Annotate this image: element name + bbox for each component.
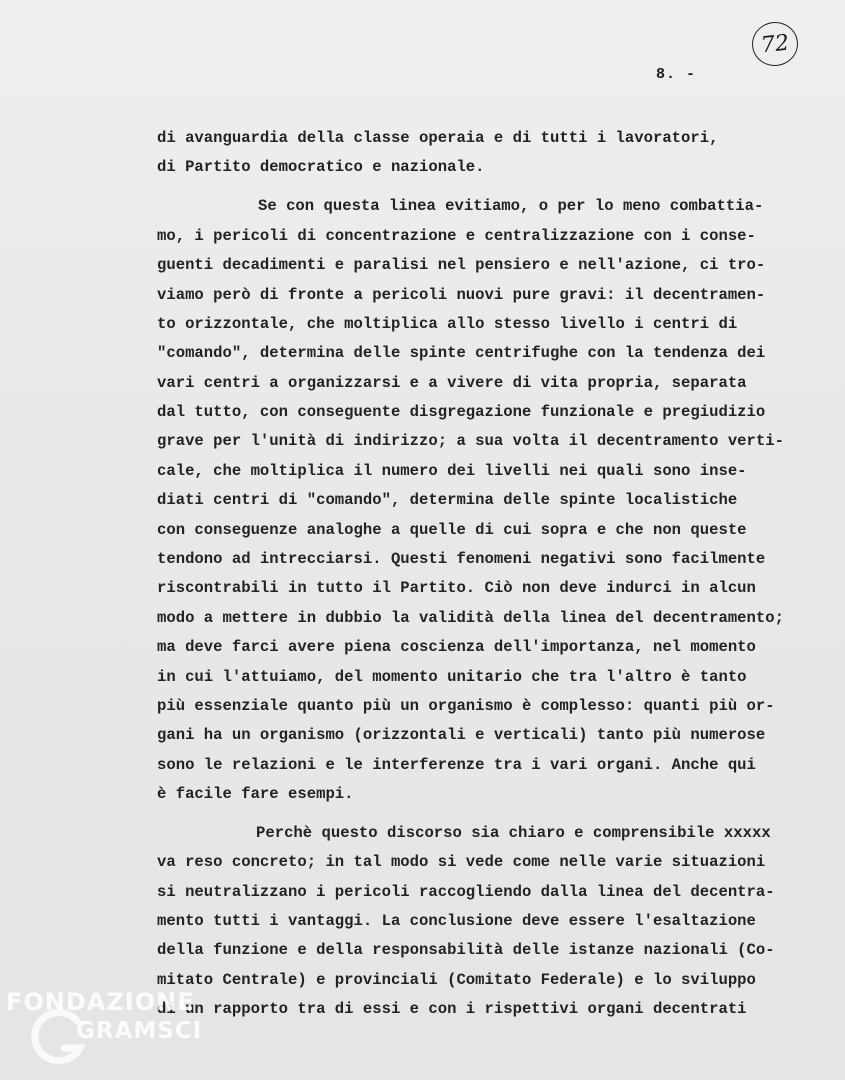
text-line: è facile fare esempi. bbox=[157, 785, 354, 803]
text-line: va reso concreto; in tal modo si vede come nelle varie situazioni bbox=[157, 853, 766, 871]
text-line: viamo però di fronte a pericoli nuovi pure gravi: il decentramen- bbox=[157, 286, 766, 304]
text-line: diati centri di "comando", determina delle spinte localistiche bbox=[157, 491, 738, 509]
text-line: cale, che moltiplica il numero dei livelli nei quali sono inse- bbox=[157, 462, 747, 480]
text-line: "comando", determina delle spinte centrifughe con la tendenza dei bbox=[157, 344, 766, 362]
text-line: ma deve farci avere piena coscienza dell'importanza, nel momento bbox=[157, 638, 756, 656]
text-line: riscontrabili in tutto il Partito. Ciò non deve indurci in alcun bbox=[157, 579, 756, 597]
text-line: to orizzontale, che moltiplica allo stesso livello i centri di bbox=[157, 315, 738, 333]
text-line: più essenziale quanto più un organismo è complesso: quanti più or- bbox=[157, 697, 775, 715]
text-line: modo a mettere in dubbio la validità della linea del decentramento; bbox=[157, 609, 784, 627]
text-line: di un rapporto tra di essi e con i rispettivi organi decentrati bbox=[157, 1000, 747, 1018]
watermark-line1: FONDAZIONE bbox=[6, 988, 195, 1016]
text-line: con conseguenze analoghe a quelle di cui sopra e che non queste bbox=[157, 521, 747, 539]
paragraph-first-line: Se con questa linea evitiamo, o per lo meno combattia- bbox=[258, 197, 764, 215]
text-line: tendono ad intrecciarsi. Questi fenomeni negativi sono facilmente bbox=[157, 550, 766, 568]
text-line: dal tutto, con conseguente disgregazione funzionale e pregiudizio bbox=[157, 403, 766, 421]
archive-page-stamp bbox=[750, 20, 800, 69]
text-line: si neutralizzano i pericoli raccogliendo dalla linea del decentra- bbox=[157, 883, 775, 901]
text-line: mo, i pericoli di concentrazione e centralizzazione con i conse- bbox=[157, 227, 756, 245]
text-line: di avanguardia della classe operaia e di tutti i lavoratori, bbox=[157, 129, 719, 147]
text-line: sono le relazioni e le interferenze tra i vari organi. Anche qui bbox=[157, 756, 756, 774]
text-line: mitato Centrale) e provinciali (Comitato Federale) e lo sviluppo bbox=[157, 971, 756, 989]
paragraph-first-line: Perchè questo discorso sia chiaro e comprensibile xxxxx bbox=[256, 824, 771, 842]
text-line: grave per l'unità di indirizzo; a sua volta il decentramento verti- bbox=[157, 432, 784, 450]
text-line: vari centri a organizzarsi e a vivere di vita propria, separata bbox=[157, 374, 747, 392]
stamp-number: 72 bbox=[759, 30, 791, 58]
watermark-line2: GRAMSCI bbox=[76, 1018, 203, 1044]
text-line: di Partito democratico e nazionale. bbox=[157, 158, 485, 176]
page-number: 8. - bbox=[656, 66, 697, 83]
text-line: gani ha un organismo (orizzontali e verticali) tanto più numerose bbox=[157, 726, 766, 744]
text-line: in cui l'attuiamo, del momento unitario che tra l'altro è tanto bbox=[157, 668, 747, 686]
text-line: guenti decadimenti e paralisi nel pensiero e nell'azione, ci tro- bbox=[157, 256, 766, 274]
text-line: mento tutti i vantaggi. La conclusione deve essere l'esaltazione bbox=[157, 912, 756, 930]
fondazione-gramsci-watermark bbox=[6, 988, 216, 1074]
text-line: della funzione e della responsabilità delle istanze nazionali (Co- bbox=[157, 941, 775, 959]
